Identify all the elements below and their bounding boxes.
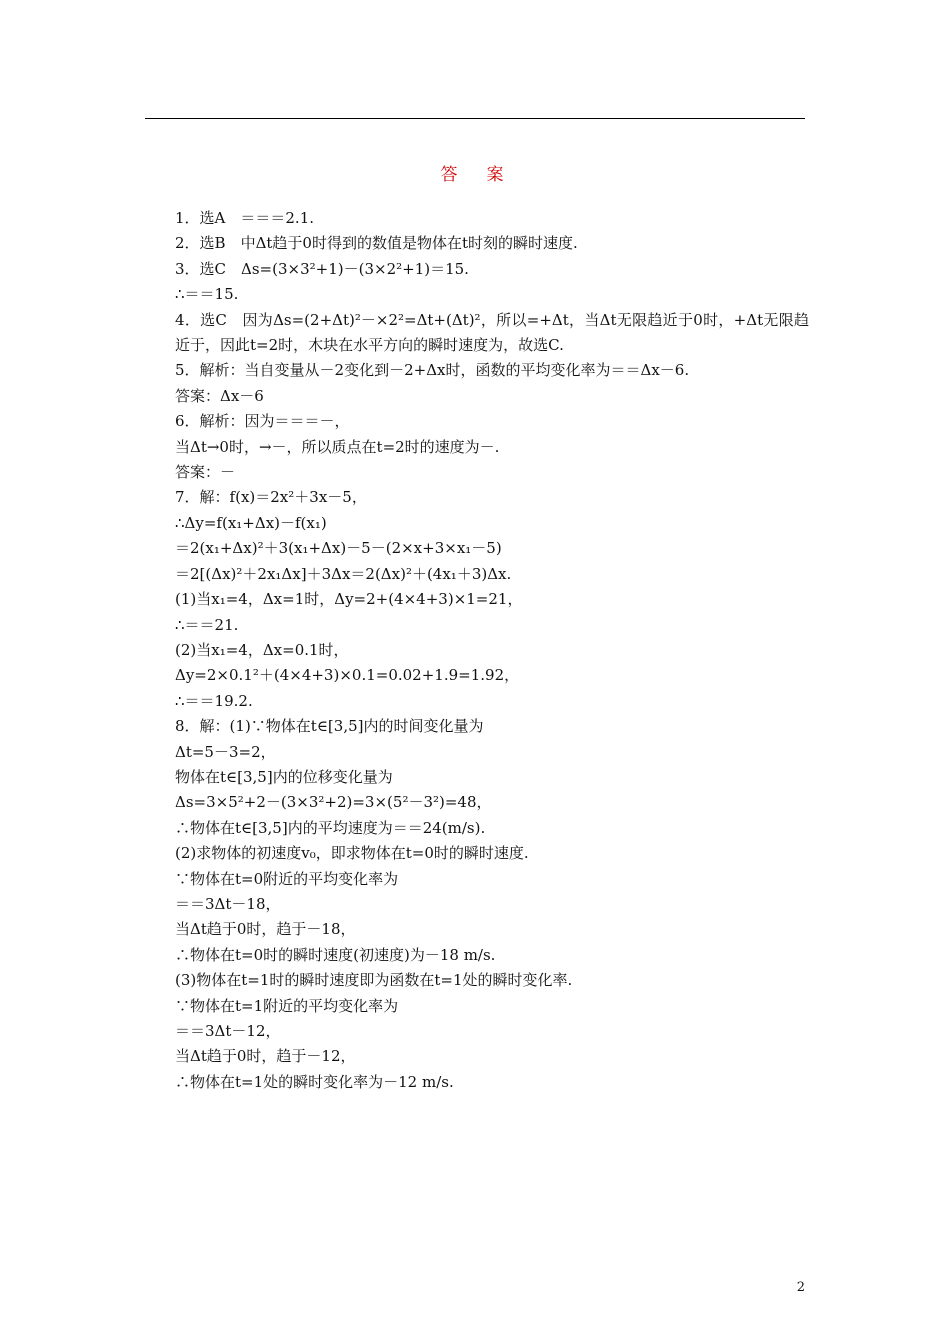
answer-line: ＝＝3Δt－18， bbox=[175, 894, 281, 913]
answer-line: ∴＝＝21. bbox=[175, 615, 239, 634]
answer-line: 2．选B 中Δt趋于0时得到的数值是物体在t时刻的瞬时速度. bbox=[175, 234, 578, 253]
answer-line: 当Δt→0时，→－，所以质点在t=2时的速度为－. bbox=[175, 437, 500, 456]
answer-content bbox=[145, 206, 809, 1095]
answer-line: Δs=3×5²+2－(3×3²+2)=3×(5²－3²)=48， bbox=[175, 793, 492, 812]
answer-line: (3)物体在t=1时的瞬时速度即为函数在t=1处的瞬时变化率. bbox=[175, 971, 573, 990]
answer-line: ∴物体在t∈[3,5]内的平均速度为＝＝24(m/s). bbox=[175, 818, 486, 837]
answer-line: ∴＝＝19.2. bbox=[175, 691, 253, 710]
answer-line: 6．解析：因为＝＝＝－， bbox=[175, 412, 350, 431]
answer-line: ∴物体在t=0时的瞬时速度(初速度)为－18 m/s. bbox=[175, 945, 496, 964]
answer-line: (2)求物体的初速度v₀，即求物体在t=0时的瞬时速度. bbox=[175, 844, 529, 863]
answer-line: ＝＝3Δt－12， bbox=[175, 1022, 281, 1040]
answer-line: ∴＝＝15. bbox=[175, 285, 239, 304]
answer-line: 答案：Δx－6 bbox=[175, 386, 264, 405]
answer-line: Δt=5－3=2， bbox=[175, 742, 276, 761]
answer-line: 7．解：f(x)＝2x²＋3x－5， bbox=[175, 488, 367, 507]
answer-line: 当Δt趋于0时，趋于－12， bbox=[175, 1047, 356, 1066]
answer-line: Δy=2×0.1²＋(4×4+3)×0.1=0.02+1.9=1.92， bbox=[175, 666, 520, 685]
answer-line: ＝2[(Δx)²＋2x₁Δx]＋3Δx＝2(Δx)²＋(4x₁＋3)Δx. bbox=[175, 564, 512, 583]
answer-line: (1)当x₁=4，Δx=1时，Δy=2+(4×4+3)×1=21， bbox=[175, 590, 523, 609]
answer-line: 当Δt趋于0时，趋于－18， bbox=[175, 920, 356, 939]
section-title: 答 案 bbox=[440, 165, 510, 185]
answer-line: (2)当x₁=4，Δx=0.1时， bbox=[175, 640, 349, 659]
answer-line: ∴Δy=f(x₁+Δx)－f(x₁) bbox=[175, 513, 327, 532]
answer-line: 1．选A ＝＝＝2.1. bbox=[175, 209, 314, 227]
header-rule bbox=[145, 118, 805, 119]
answer-line: 3．选C Δs=(3×3²+1)－(3×2²+1)＝15. bbox=[175, 259, 469, 278]
answer-line: ∵物体在t=1附近的平均变化率为 bbox=[175, 996, 399, 1015]
answer-line: 答案：－ bbox=[175, 463, 236, 482]
answer-line: 4．选C 因为Δs=(2+Δt)²－×2²=Δt+(Δt)²，所以=+Δt，当Δt无限趋近于0时，+Δt无限趋近于，因此t=2时，木块在水平方向的瞬时速度为，故选C. bbox=[175, 310, 809, 355]
answer-line: ∴物体在t=1处的瞬时变化率为－12 m/s. bbox=[175, 1072, 454, 1091]
answer-line: 物体在t∈[3,5]内的位移变化量为 bbox=[175, 767, 393, 786]
answer-line: 8．解：(1)∵物体在t∈[3,5]内的时间变化量为 bbox=[175, 717, 484, 736]
answer-line: ∵物体在t=0附近的平均变化率为 bbox=[175, 869, 399, 888]
answer-line: 5．解析：当自变量从－2变化到－2+Δx时，函数的平均变化率为＝＝Δx－6. bbox=[175, 361, 690, 380]
page-number: 2 bbox=[796, 1280, 805, 1295]
answer-line: ＝2(x₁+Δx)²＋3(x₁+Δx)－5－(2×x+3×x₁－5) bbox=[175, 539, 502, 558]
